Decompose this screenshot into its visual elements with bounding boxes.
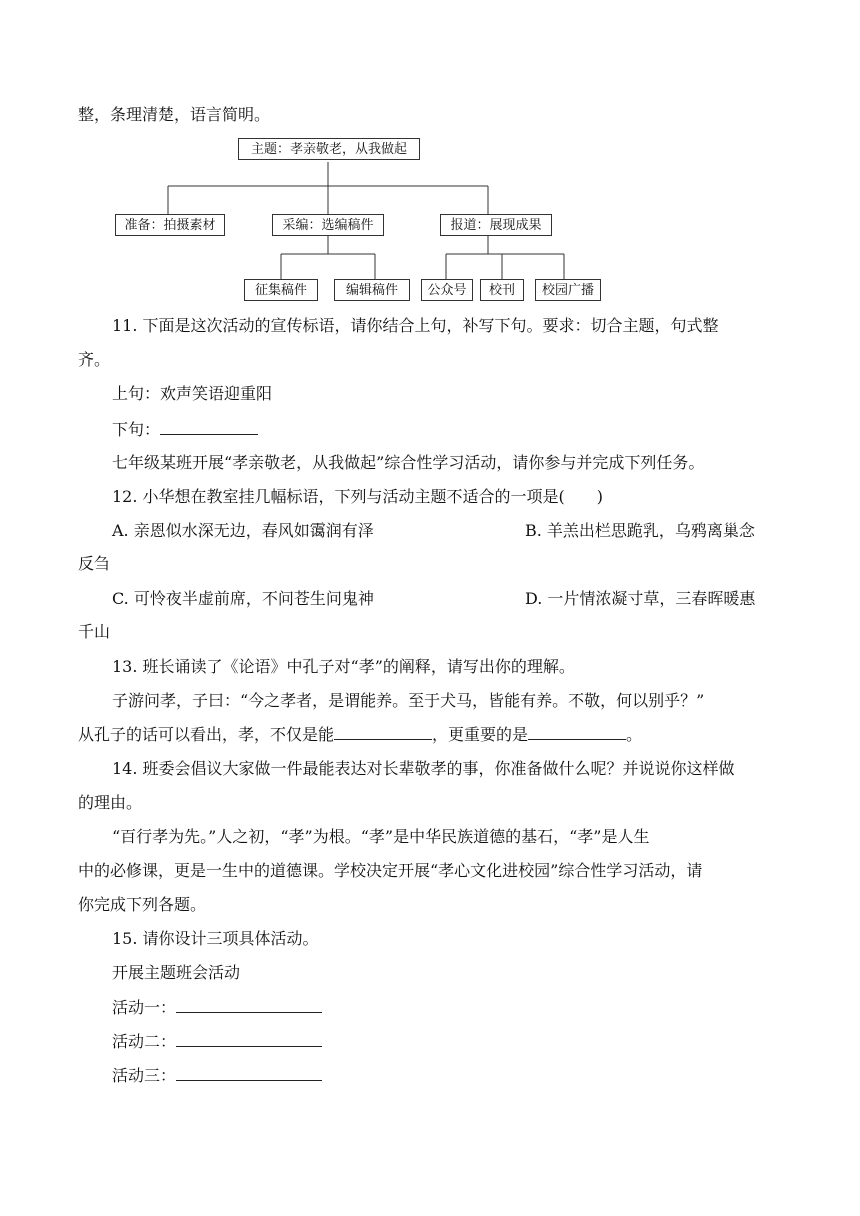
- activity-1-blank[interactable]: [176, 996, 322, 1013]
- context-2-line1: “百行孝为先。”人之初，“孝”为根。“孝”是中华民族道德的基石，“孝”是人生: [112, 827, 650, 846]
- q12-option-b-wrap: 反刍: [78, 554, 111, 573]
- q13-blank-2[interactable]: [528, 723, 626, 740]
- q12-option-c[interactable]: C. 可怜夜半虚前席，不问苍生问鬼神: [112, 589, 374, 608]
- diagram-leaf-magazine: 校刊: [480, 279, 524, 301]
- activity-2-label: 活动二：: [112, 1032, 177, 1051]
- q12-option-d[interactable]: D. 一片情浓凝寸草，三春晖暖惠: [525, 589, 756, 608]
- diagram-leaf-collect: 征集稿件: [244, 279, 318, 301]
- activity-1-label: 活动一：: [112, 998, 177, 1017]
- q13-quote: 子游问孝，子曰：“今之孝者，是谓能养。至于犬马，皆能有养。不敬，何以别乎？”: [112, 691, 705, 710]
- context-1: 七年级某班开展“孝亲敬老，从我做起”综合性学习活动，请你参与并完成下列任务。: [112, 453, 705, 472]
- activity-2-blank[interactable]: [176, 1030, 322, 1047]
- q14-line2: 的理由。: [78, 793, 143, 812]
- q12-option-b[interactable]: B. 羊羔出栏思跪乳，乌鸦离巢念: [525, 521, 755, 540]
- q12-text: 12. 小华想在教室挂几幅标语，下列与活动主题不适合的一项是( ): [112, 487, 604, 506]
- q13-fill: [78, 723, 642, 746]
- q13-fill-c: 。: [626, 725, 643, 744]
- activity-3-label: 活动三：: [112, 1066, 177, 1085]
- activity-3-blank[interactable]: [176, 1064, 322, 1081]
- q13-blank-1[interactable]: [334, 723, 432, 740]
- q11-lower: [112, 418, 258, 441]
- q11-text-line1: 11. 下面是这次活动的宣传标语，请你结合上句，补写下句。要求：切合主题，句式整: [112, 316, 719, 335]
- q15-activity-3: [112, 1064, 322, 1087]
- q11-lower-label: 下句：: [112, 420, 161, 439]
- q14-line1: 14. 班委会倡议大家做一件最能表达对长辈敬孝的事，你准备做什么呢？并说说你这样做: [112, 759, 735, 778]
- activity-diagram: [110, 134, 610, 306]
- diagram-branch-report: 报道：展现成果: [440, 214, 552, 236]
- q12-option-d-wrap: 千山: [78, 622, 111, 641]
- q15-sub: 开展主题班会活动: [112, 963, 241, 982]
- q15-activity-2: [112, 1030, 322, 1053]
- diagram-branch-edit: 采编：选编稿件: [272, 214, 384, 236]
- diagram-leaf-compile: 编辑稿件: [334, 279, 410, 301]
- diagram-root: 主题：孝亲敬老，从我做起: [238, 138, 420, 160]
- diagram-leaf-broadcast: 校园广播: [535, 279, 601, 301]
- intro-tail: 整，条理清楚，语言简明。: [78, 105, 271, 124]
- context-2-line2: 中的必修课，更是一生中的道德课。学校决定开展“孝心文化进校园”综合性学习活动，请: [78, 861, 703, 880]
- q11-upper: 上句：欢声笑语迎重阳: [112, 384, 273, 403]
- q11-lower-blank[interactable]: [160, 418, 258, 435]
- q15-text: 15. 请你设计三项具体活动。: [112, 929, 319, 948]
- context-2-line3: 你完成下列各题。: [78, 895, 207, 914]
- diagram-leaf-wechat: 公众号: [421, 279, 473, 301]
- q11-text-line2: 齐。: [78, 350, 111, 369]
- q13-text: 13. 班长诵读了《论语》中孔子对“孝”的阐释，请写出你的理解。: [112, 657, 575, 676]
- q15-activity-1: [112, 996, 322, 1019]
- q12-option-a[interactable]: A. 亲恩似水深无边，春风如霭润有泽: [112, 521, 374, 540]
- diagram-branch-prepare: 准备：拍摄素材: [115, 214, 225, 236]
- q13-fill-b: ，更重要的是: [432, 725, 529, 744]
- q13-fill-a: 从孔子的话可以看出，孝，不仅是能: [78, 725, 335, 744]
